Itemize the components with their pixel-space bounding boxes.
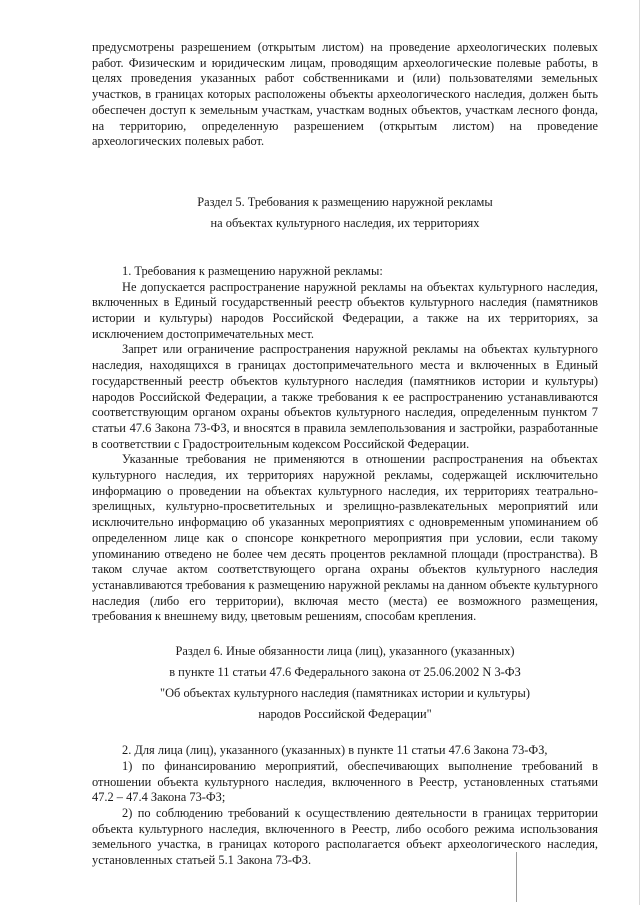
section-6-title-line-3: "Об объектах культурного наследия (памятниках истории и культуры) [160,686,530,701]
section-5-item-1: 1. Требования к размещению наружной рекламы: [122,263,383,278]
section-5-title-line-1: Раздел 5. Требования к размещению наружной рекламы [197,194,493,209]
section-6-heading [92,641,598,725]
section-6-title-line-2: в пункте 11 статьи 47.6 Федерального закона от 25.06.2002 N 3-ФЗ [169,665,521,680]
section-5-paragraph-1: Не допускается распространение наружной рекламы на объектах культурного наследия, включенных в Единый государственный реестр объектов культурного наследия (памятников истории и культуры) народов Российской Федерации, а также на их территориях, за исключением достопримечательных мест. [92,279,598,341]
scan-artifact-line [516,852,517,902]
section-6-subitem-2: 2) по соблюдению требований к осуществлению деятельности в границах территории объекта культурного наследия, включенного в Реестр, либо особого режима использования земельного участка, в границах которого располагается объект археологического наследия, установленных статьей 5.1 Закона 73-ФЗ. [92,805,598,868]
section-6-subitem-1: 1) по финансированию мероприятий, обеспечивающих выполнение требований в отношении объекта культурного наследия, включенного в Реестр, установленных статьями 47.2 – 47.4 Закона 73-ФЗ; [92,758,598,805]
section-5-heading [92,192,598,234]
section-6-item-2: 2. Для лица (лиц), указанного (указанных) в пункте 11 статьи 47.6 Закона 73-ФЗ, [122,743,548,758]
section-6-title-line-4: народов Российской Федерации" [258,707,432,722]
intro-paragraph: предусмотрены разрешением (открытым листом) на проведение археологических полевых работ. Физическим и юридическим лицам, проводящим археологические полевые работы, в целях проведения указанных работ собственниками и (или) пользователями земельных участков, в границах которых расположены объекты археологического наследия, должен быть обеспечен доступ к земельным участкам, участкам водных объектов, участкам лесного фонда, на территорию, определенную разрешением (открытым листом) на проведение археологических полевых работ. [92,40,598,149]
section-6-title-line-1: Раздел 6. Иные обязанности лица (лиц), указанного (указанных) [175,644,515,659]
section-5-paragraph-2: Запрет или ограничение распространения наружной рекламы на объектах культурного наследия, находящихся в границах достопримечательного места и включенных в Единый государственный реестр объектов культурного наследия (памятников истории и культуры) народов Российской Федерации, а также требования к ее распространению устанавливаются соответствующим органом охраны объектов культурного наследия, определенным пунктом 7 статьи 47.6 Закона 73-ФЗ, и вносятся в правила землепользования и застройки, разработанные в соответствии с Градостроительным кодексом Российской Федерации. [92,342,598,451]
section-5-paragraph-3: Указанные требования не применяются в отношении распространения на объектах культурного наследия, их территориях наружной рекламы, содержащей исключительно информацию о проведении на объектах культурного наследия, их территориях театрально-зрелищных, культурно-просветительных и зрелищно-развлекательных мероприятий или исключительно информацию об указанных мероприятиях с одновременным упоминанием об определенном лице как о спонсоре конкретного мероприятия при условии, если такому упоминанию отведено не более чем десять процентов рекламной площади (пространства). В таком случае актом соответствующего органа охраны объектов культурного наследия устанавливаются требования к размещению наружной рекламы на данном объекте культурного наследия (либо его территории), включая место (места) ее возможного размещения, требования к внешнему виду, цветовым решениям, способам крепления. [92,452,598,624]
document-body [92,40,598,869]
section-5-title-line-2: на объектах культурного наследия, их территориях [210,215,480,230]
